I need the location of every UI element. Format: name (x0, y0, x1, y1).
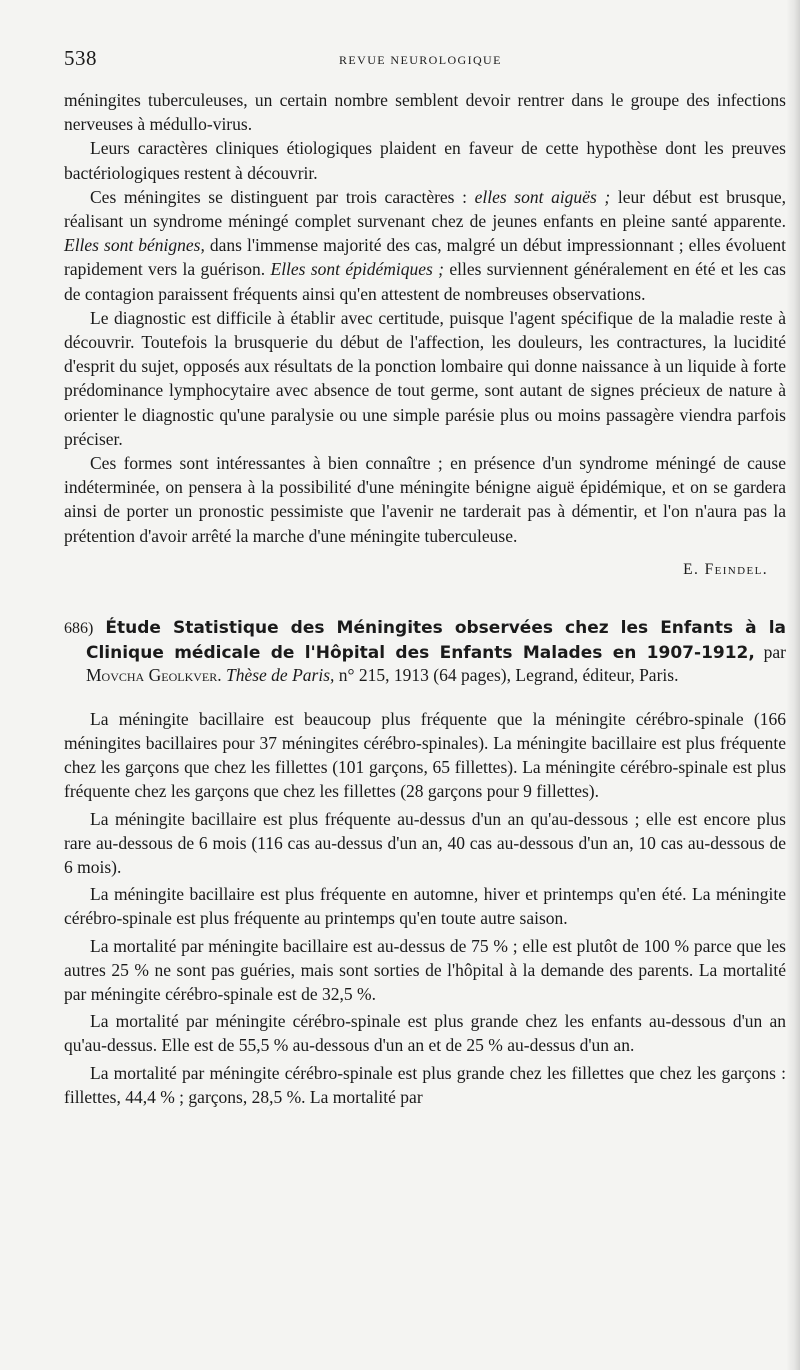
page-number: 538 (64, 46, 97, 70)
paragraph-3-text-a: Ces méningites se distinguent par trois caractères : (90, 186, 475, 207)
page-header (64, 46, 786, 70)
entry-title: Étude Statistique des Méningites observées chez les Enfants à la Clinique médicale de l'Hôpital des Enfants Malades en 1907- (86, 618, 786, 663)
review-section (64, 707, 786, 1109)
entry-author: Movcha Geolkver. (86, 665, 222, 686)
paragraph-2: Leurs caractères cliniques étiologiques plaident en faveur de cette hypothèse dont les preuves bactériologiques restent à découvrir. (64, 138, 786, 183)
paragraph-3 (64, 185, 786, 306)
review-paragraph-6: La mortalité par méningite cérébro-spinale est plus grande chez les fillettes que chez les garçons : fillettes, 44,4 % ; garçons, 28,5 %. La mortalité par (64, 1062, 786, 1107)
paragraph-3-text-c: leur début est brusque, réalisant un syndrome méningé complet survenant chez de jeunes enfants en pleine santé apparente. (64, 186, 786, 232)
bibliography-entry (64, 616, 786, 687)
paragraph-5: Ces formes sont intéressantes à bien connaître ; en présence d'un syndrome méningé de cause indéterminée, on pensera à la possibilité d'une méningite bénigne aiguë épidémique, et on se gardera ainsi de porter un pronostic pessimiste que l'avenir ne tarderait pas à démentir, et l'on n'aura pas la prétention d'avoir arrêté la marche d'une méningite tuberculeuse. (64, 453, 786, 546)
author-signature: E. Feindel. (683, 560, 768, 578)
entry-number: 686) (64, 620, 94, 638)
paragraph-3-emphasis-aigues: elles sont aiguës ; (474, 186, 611, 207)
review-paragraph-3: La méningite bacillaire est plus fréquente en automne, hiver et printemps qu'en été. La méningite cérébro-spinale est plus fréquente au printemps qu'en toute autre saison. (64, 884, 786, 929)
paragraph-3-text-g: elles surviennent généralement en été et les cas de contagion paraissent fréquents ainsi qu'en attestent de nombreuses observations. (64, 259, 786, 304)
page-body (64, 88, 786, 1112)
entry-details: n° 215, 1913 (64 pages), Legrand, éditeur, Paris. (334, 665, 679, 686)
entry-year: 1912, (701, 642, 755, 663)
paragraph-3-emphasis-benignes: Elles sont bénignes, (64, 235, 205, 256)
page-edge-shadow (786, 0, 800, 1370)
paragraph-3-text-e: dans l'immense majorité des cas, malgré un début impressionnant ; elles évoluent rapidement vers la guérison. (64, 235, 786, 280)
review-paragraph-4: La mortalité par méningite bacillaire est au-dessus de 75 % ; elle est plutôt de 100 % parce que les autres 25 % ne sont pas guéries, mais sont sorties de l'hôpital à la demande des parents. La mortalité par méningite cérébro-spinale est de 32,5 %. (64, 935, 786, 1005)
review-paragraph-2: La méningite bacillaire est plus fréquente au-dessus d'un an qu'au-dessous ; elle est encore plus rare au-dessous de 6 mois (116 cas au-dessus d'un an, 40 cas au-dessous d'un an, 10 cas au-dessous de 6 mois). (64, 808, 786, 878)
review-paragraph-1: La méningite bacillaire est beaucoup plus fréquente que la méningite cérébro-spinale (166 méningites bacillaires pour 37 méningites cérébro-spinales). La méningite bacillaire est plus fréquente chez les garçons que chez les fillettes (101 garçons, 65 fillettes). La méningite cérébro-spinale est plus fréquente chez les garçons que chez les fillettes (28 garçons pour 9 fillettes). (64, 708, 786, 802)
entry-by: par (754, 641, 786, 662)
entry-thesis: Thèse de Paris, (221, 665, 335, 686)
paragraph-1: méningites tuberculeuses, un certain nombre semblent devoir rentrer dans le groupe des infections nerveuses à médullo-virus. (64, 90, 786, 135)
running-title: REVUE NEUROLOGIQUE (339, 53, 502, 67)
paragraph-4: Le diagnostic est difficile à établir avec certitude, puisque l'agent spécifique de la maladie reste à découvrir. Toutefois la brusquerie du début de l'affection, les douleurs, les contractures, la lucidité d'esprit du sujet, opposés aux résultats de la ponction lombaire qui donne naissance à un liquide à forte prédominance lymphocytaire avec absence de tout germe, sont autant de signes précieux de nature à orienter le diagnostic qu'une paralysie ou une simple parésie plus ou moins passagère viendra parfois préciser. (64, 307, 786, 449)
review-paragraph-5: La mortalité par méningite cérébro-spinale est plus grande chez les enfants au-dessous d'un an qu'au-dessus. Elle est de 55,5 % au-dessous d'un an et de 25 % au-dessus d'un an. (64, 1011, 786, 1056)
paragraph-3-emphasis-epidemiques: Elles sont épidémiques ; (270, 259, 444, 280)
